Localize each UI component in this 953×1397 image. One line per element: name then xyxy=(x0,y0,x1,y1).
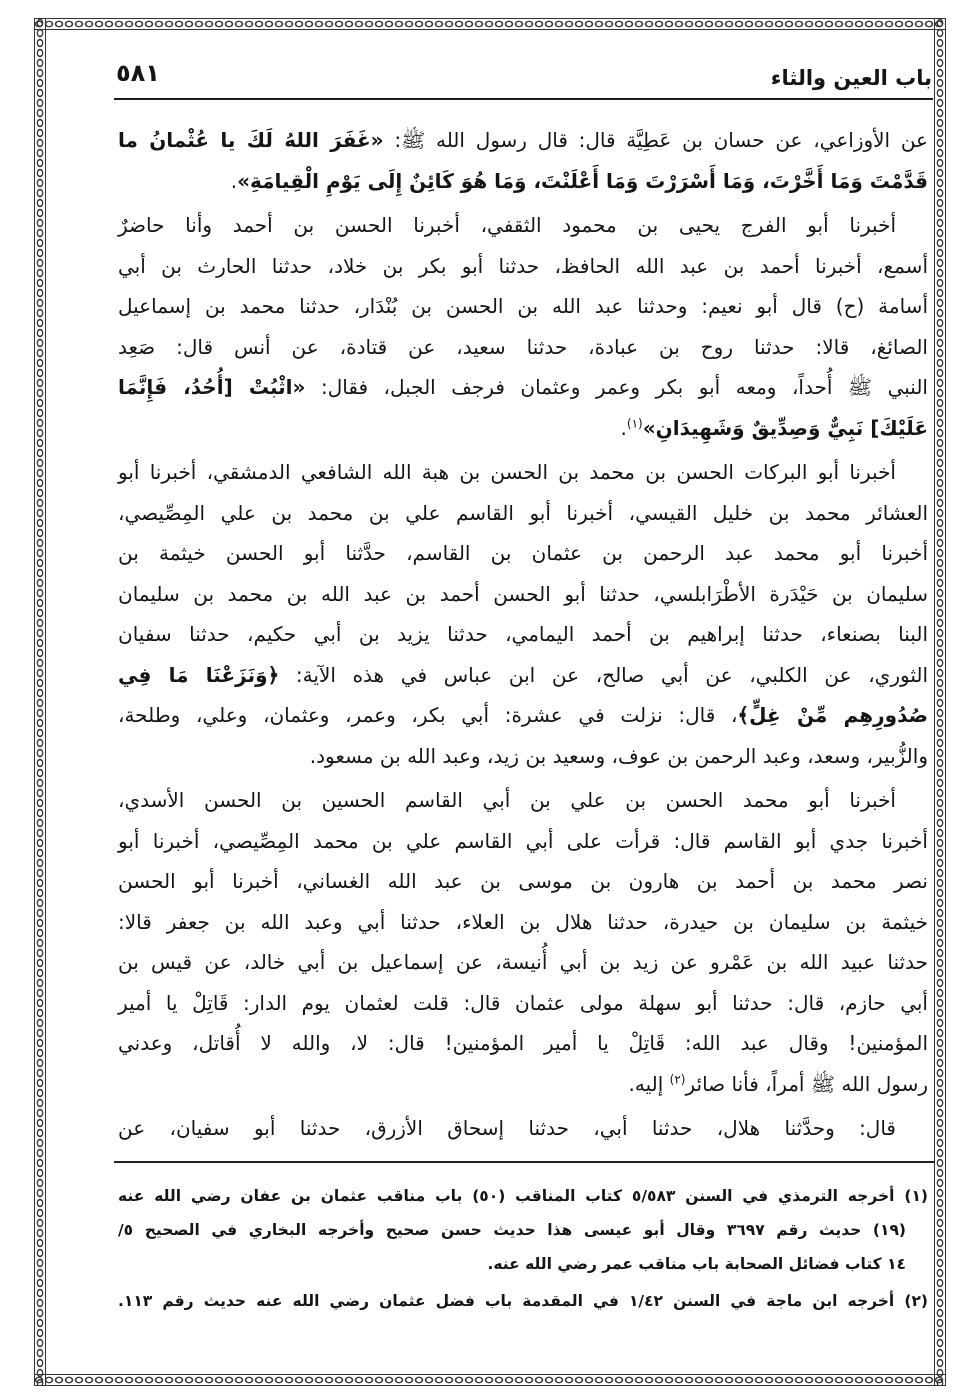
text-segment: (١) أخرجه الترمذي في السنن ٥/٥٨٣ كتاب المناقب (٥٠) باب مناقب عثمان بن عفان رضي الله عنه xyxy=(118,1187,928,1205)
quoted-text: قَدَّمْتَ وَمَا أَخَّرْتَ، وَمَا أَسْرَرْتَ وَمَا أَعْلَنْتَ، وَمَا هُوَ كَائِنٌ إِلَى يَوْمِ الْقِيامَةِ» xyxy=(237,168,928,193)
text-line xyxy=(118,493,928,534)
text-line xyxy=(118,574,928,615)
text-line xyxy=(118,942,928,983)
text-line xyxy=(118,736,928,777)
text-line xyxy=(118,327,928,368)
text-segment: رسول الله ﷺ أمراً، فأنا صائر xyxy=(685,1071,928,1096)
decorative-border-top xyxy=(34,18,946,30)
text-segment: عن الأوزاعي، عن حسان بن عَطِيَّة قال: قال رسول الله ﷺ: xyxy=(383,128,928,152)
text-line xyxy=(118,161,928,202)
text-line xyxy=(118,655,928,696)
text-segment: النبي ﷺ أُحداً، ومعه أبو بكر وعمر وعثمان فرجف الجبل، فقال: xyxy=(305,375,928,399)
header-rule xyxy=(114,98,933,100)
text-line xyxy=(118,120,928,161)
footnotes xyxy=(118,1179,928,1318)
paragraph xyxy=(118,452,928,776)
quoted-text: «اثْبُتْ [أُحُدُ، فَإِنَّمَا xyxy=(118,375,306,399)
text-line xyxy=(118,408,928,449)
text-segment: والزُّبير، وسعد، وعبد الرحمن بن عوف، وسعيد بن زيد، وعبد الله بن مسعود. xyxy=(309,743,928,768)
text-line xyxy=(118,1064,928,1105)
quoted-text: «غَفَرَ اللهُ لَكَ يا عُثْمانُ ما xyxy=(118,128,384,152)
text-line xyxy=(118,983,928,1024)
text-line xyxy=(118,780,928,821)
text-line xyxy=(118,367,928,408)
text-line xyxy=(118,1108,928,1149)
paragraph xyxy=(118,205,928,448)
text-line xyxy=(118,1023,928,1064)
footnote-line xyxy=(118,1213,928,1247)
text-segment: أخبرنا أبو الفرج يحيى بن محمود الثقفي، أخبرنا الحسن بن أحمد وأنا حاضرٌ xyxy=(118,213,896,237)
text-segment: أسامة (ح) قال أبو نعيم: وحدثنا عبد الله بن الحسن بن بُنْدَار، حدثنا محمد بن إسماعيل xyxy=(118,294,928,318)
footnote-line xyxy=(118,1284,928,1318)
text-segment: المؤمنين! وقال عبد الله: قَاتِلْ يا أمير المؤمنين! قال: لا، والله لا أُقاتل، وعدني xyxy=(118,1031,928,1055)
text-segment: أخبرنا أبو محمد الحسن بن علي بن أبي القاسم الحسين بن الحسن الأسدي، xyxy=(118,788,896,812)
text-segment: الثوري، عن الكلبي، عن أبي صالح، عن ابن عباس في هذه الآية: xyxy=(279,662,928,687)
text-line xyxy=(118,452,928,493)
text-segment: (١٩) حديث رقم ٣٦٩٧ وقال أبو عيسى هذا حديث حسن صحيح وأخرجه البخاري في الصحيح ٥/ xyxy=(118,1221,907,1239)
text-segment: . xyxy=(620,415,627,440)
quoted-text: ﴿وَنَزَعْنَا مَا فِي xyxy=(118,662,280,687)
text-line xyxy=(118,533,928,574)
decorative-border-bottom xyxy=(34,1374,946,1386)
text-segment: أخبرنا جدي أبو القاسم قال: قرأت على أبي القاسم علي بن محمد المِصِّيصي، أخبرنا أبو xyxy=(118,828,928,853)
text-segment: سليمان بن حَيْدَرة الأطْرَابلسي، حدثنا أبو الحسن أحمد بن عبد الله بن محمد بن سليمان xyxy=(118,581,928,606)
text-segment: الصائغ، قالا: حدثنا روح بن عبادة، حدثنا سعيد، عن قتادة، عن أنس قال: صَعِد xyxy=(118,334,928,359)
footnote-marker: (٢) xyxy=(669,1071,686,1086)
quoted-text: عَلَيْكَ] نَبِيٌّ وَصِدِّيقٌ وَشَهِيدَانِ» xyxy=(642,415,928,440)
paragraph xyxy=(118,1108,928,1149)
text-line xyxy=(118,286,928,327)
text-line xyxy=(118,861,928,902)
text-segment: (٢) أخرجه ابن ماجة في السنن ١/٤٢ في المقدمة باب فضل عثمان رضي الله عنه حديث رقم ١١٣. xyxy=(118,1292,928,1310)
text-segment: نصر محمد بن أحمد بن هارون بن موسى بن عبد الله الغساني، أخبرنا أبو الحسن xyxy=(118,869,928,893)
footnote-marker: (١) xyxy=(626,415,643,430)
page-number: ٥٨١ xyxy=(116,59,160,87)
text-segment: خيثمة بن سليمان بن حيدرة، حدثنا هلال بن العلاء، حدثنا أبي وعبد الله بن جعفر قالا: xyxy=(118,909,928,934)
footnote-separator xyxy=(114,1161,934,1163)
decorative-border-right xyxy=(934,18,946,1386)
text-line xyxy=(118,695,928,736)
paragraph xyxy=(118,120,928,201)
text-segment: أبي حازم، قال: حدثنا أبو سهلة مولى عثمان قال: قلت لعثمان يوم الدار: قَاتِلْ يا أمير xyxy=(118,990,928,1015)
text-segment: أخبرنا أبو البركات الحسن بن محمد بن الحسن بن هبة الله الشافعي الدمشقي، أخبرنا أبو xyxy=(118,460,896,484)
text-line xyxy=(118,821,928,862)
text-segment: العشائر محمد بن خليل القيسي، أخبرنا أبو القاسم علي بن محمد بن علي المِصِّيصي، xyxy=(118,500,928,525)
text-segment: حدثنا عبيد الله بن عَمْرو عن زيد بن أبي أُنيسة، عن إسماعيل بن أبي خالد، عن قيس بن xyxy=(118,950,928,974)
chapter-title: باب العين والثاء xyxy=(770,66,932,90)
text-segment: أسمع، أخبرنا أحمد بن عبد الله الحافظ، حدثنا أبو بكر بن خلاد، حدثنا الحارث بن أبي xyxy=(118,253,928,278)
text-segment: ١٤ كتاب فضائل الصحابة باب مناقب عمر رضي الله عنه. xyxy=(487,1255,906,1273)
footnote xyxy=(118,1284,928,1318)
text-segment: إليه. xyxy=(628,1071,670,1096)
decorative-border-left xyxy=(34,18,46,1386)
main-text xyxy=(118,120,928,1149)
text-segment: أخبرنا أبو محمد عبد الرحمن بن عثمان بن القاسم، حدَّثنا أبو الحسن خيثمة بن xyxy=(118,541,928,565)
text-line xyxy=(118,246,928,287)
text-segment: قال: وحدَّثنا هلال، حدثنا أبي، حدثنا إسحاق الأزرق، حدثنا أبو سفيان، عن xyxy=(118,1116,896,1140)
text-line xyxy=(118,205,928,246)
paragraph xyxy=(118,780,928,1104)
footnote-line xyxy=(118,1247,928,1281)
footnote xyxy=(118,1179,928,1281)
text-line xyxy=(118,614,928,655)
text-line xyxy=(118,902,928,943)
text-segment: . xyxy=(230,168,238,193)
footnote-line xyxy=(118,1179,928,1213)
text-segment: ، قال: نزلت في عشرة: أبي بكر، وعمر، وعثمان، وعلي، وطلحة، xyxy=(118,703,738,727)
quoted-text: صُدُورِهِم مِّنْ غِلٍّ﴾ xyxy=(737,703,928,727)
text-segment: البنا بصنعاء، حدثنا إبراهيم بن أحمد اليمامي، حدثنا يزيد بن أبي حكيم، حدثنا سفيان xyxy=(118,622,928,646)
